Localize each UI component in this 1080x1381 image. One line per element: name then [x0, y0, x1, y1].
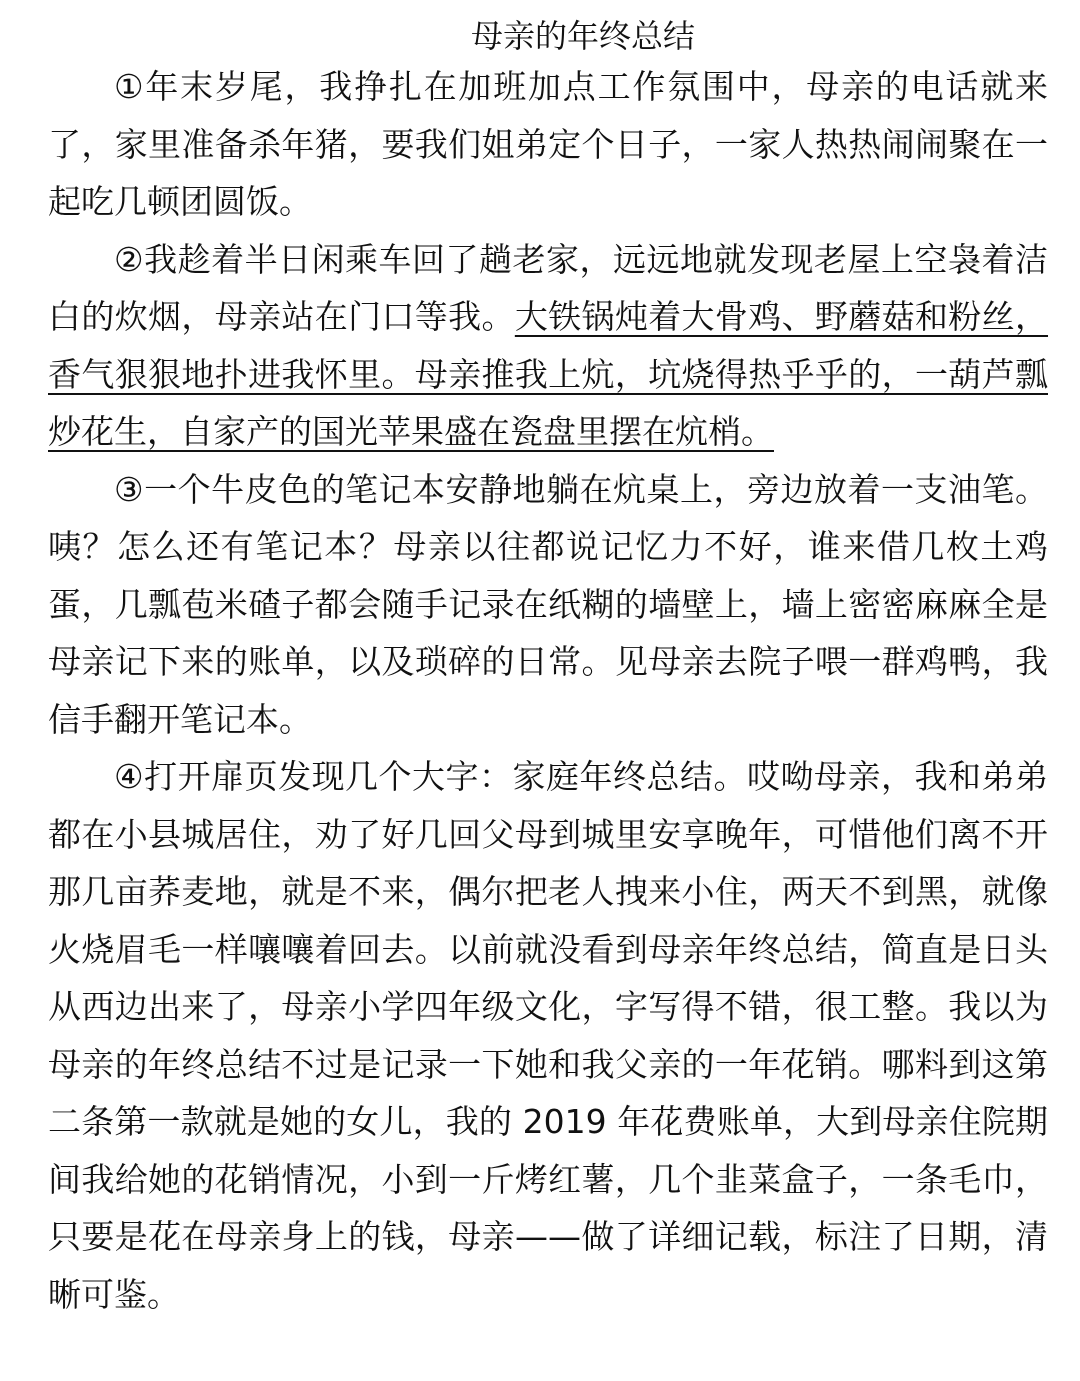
paragraph-1: ①年末岁尾，我挣扎在加班加点工作氛围中，母亲的电话就来了，家里准备杀年猪，要我们姐弟定个日子，一家人热热闹闹聚在一起吃几顿团圆饭。 [48, 67, 1048, 221]
paragraph-4: ④打开扉页发现几个大字：家庭年终总结。哎呦母亲，我和弟弟都在小县城居住，劝了好几回父母到城里安享晚年，可惜他们离不开那几亩荞麦地，就是不来，偶尔把老人拽来小住，两天不到黑，就像火烧眉毛一样嚷嚷着回去。以前就没看到母亲年终总结，简直是日头从西边出来了，母亲小学四年级文化，字写得不错，很工整。我以为母亲的年终总结不过是记录一下她和我父亲的一年花销。哪料到这第二条第一款就是她的女儿，我的 2019 年花费账单，大到母亲住院期间我给她的花销情况，小到一斤烤红薯，几个韭菜盒子，一条毛巾，只要是花在母亲身上的钱，母亲——做了详细记载，标注了日期，清晰可鉴。 [48, 757, 1048, 1314]
paragraph-2 [48, 231, 1048, 461]
paragraph-3: ③一个牛皮色的笔记本安静地躺在炕桌上，旁边放着一支油笔。咦？怎么还有笔记本？母亲以往都说记忆力不好，谁来借几枚土鸡蛋，几瓢苞米碴子都会随手记录在纸糊的墙壁上，墙上密密麻麻全是母亲记下来的账单，以及琐碎的日常。见母亲去院子喂一群鸡鸭，我信手翻开笔记本。 [48, 469, 1048, 739]
paragraph-2-text: ②我趁着半日闲乘车回了趟老家，远远地就发现老屋上空袅着洁白的炊烟，母亲站在门口等我。 [48, 239, 1048, 336]
document [48, 0, 1048, 1323]
document-title: 母亲的年终总结 [470, 17, 695, 55]
paragraph-2-underlined-text: 大铁锅炖着大骨鸡、野蘑菇和粉丝，香气狠狠地扑进我怀里。母亲推我上炕，坑烧得热乎乎的，一葫芦瓢炒花生，自家产的国光苹果盛在瓷盘里摆在炕梢。 [48, 297, 1049, 451]
